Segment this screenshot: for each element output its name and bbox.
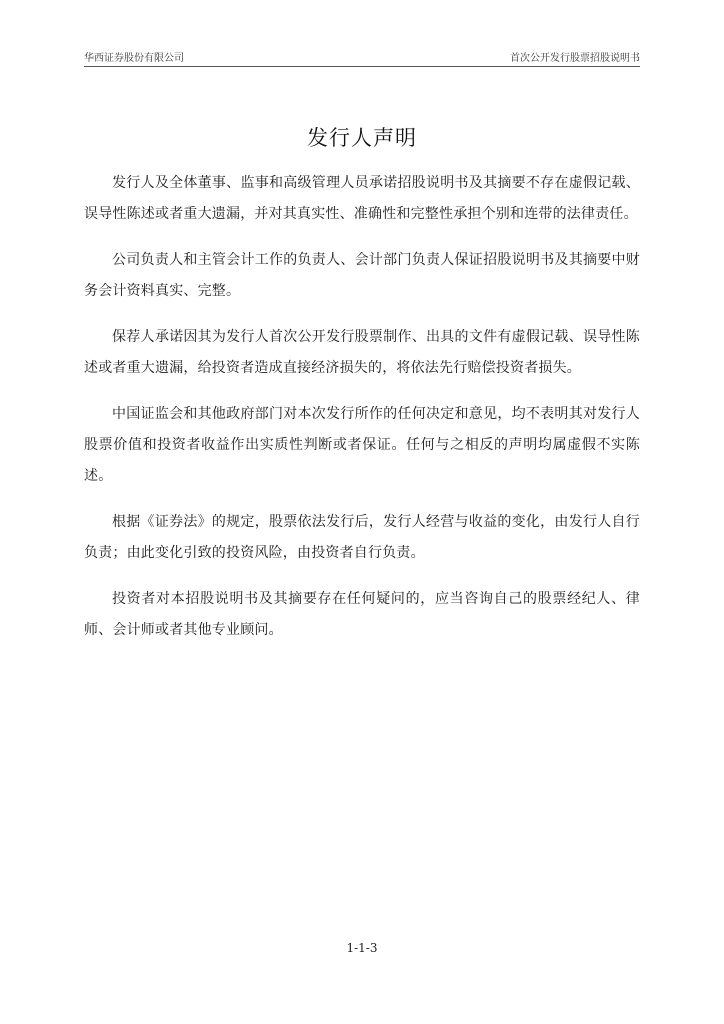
header-company-name: 华西证券股份有限公司 bbox=[84, 53, 184, 64]
page-header bbox=[84, 52, 640, 67]
statement-body bbox=[84, 168, 640, 661]
header-document-title: 首次公开发行股票招股说明书 bbox=[510, 53, 640, 64]
paragraph-1: 发行人及全体董事、监事和高级管理人员承诺招股说明书及其摘要不存在虚假记载、误导性陈述或者重大遗漏，并对其真实性、准确性和完整性承担个别和连带的法律责任。 bbox=[84, 175, 640, 222]
paragraph-4: 中国证监会和其他政府部门对本次发行所作的任何决定和意见，均不表明其对发行人股票价值和投资者收益作出实质性判断或者保证。任何与之相反的声明均属虚假不实陈述。 bbox=[84, 406, 640, 484]
paragraph-3: 保荐人承诺因其为发行人首次公开发行股票制作、出具的文件有虚假记载、误导性陈述或者重大遗漏，给投资者造成直接经济损失的，将依法先行赔偿投资者损失。 bbox=[84, 329, 640, 376]
paragraph-6: 投资者对本招股说明书及其摘要存在任何疑问的，应当咨询自己的股票经纪人、律师、会计师或者其他专业顾问。 bbox=[84, 591, 640, 638]
page-number: 1-1-3 bbox=[346, 941, 378, 955]
paragraph-5: 根据《证券法》的规定，股票依法发行后，发行人经营与收益的变化，由发行人自行负责；由此变化引致的投资风险，由投资者自行负责。 bbox=[84, 514, 640, 561]
page-title: 发行人声明 bbox=[307, 126, 417, 150]
paragraph-2: 公司负责人和主管会计工作的负责人、会计部门负责人保证招股说明书及其摘要中财务会计资料真实、完整。 bbox=[84, 252, 640, 299]
